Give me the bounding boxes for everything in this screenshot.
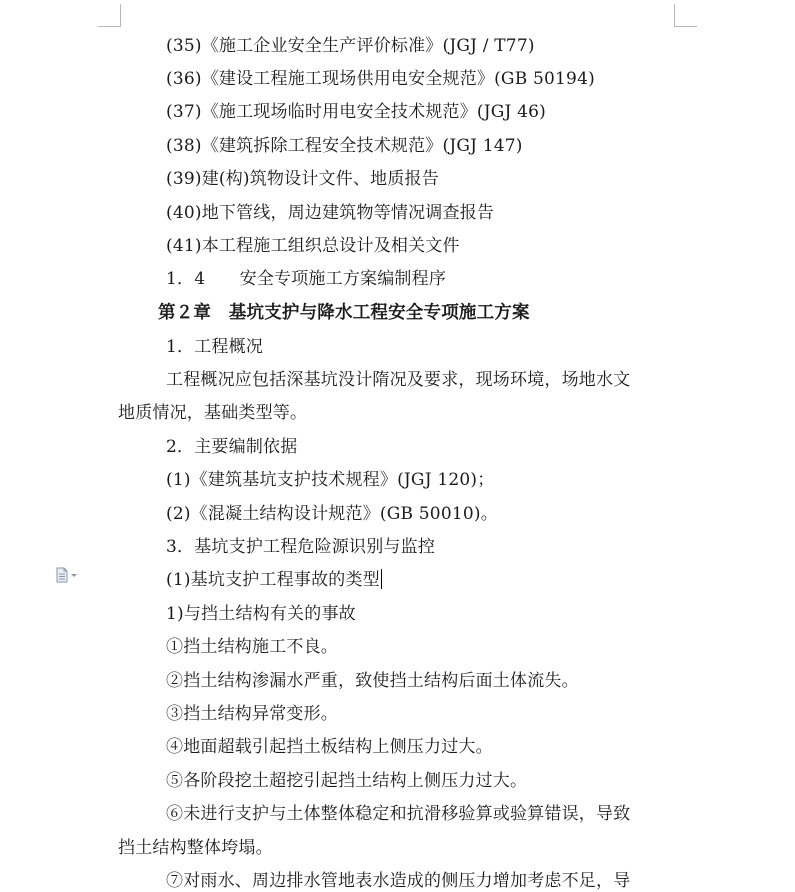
reference-item-35: (35)《施工企业安全生产评价标准》(JGJ / T77) — [166, 36, 535, 56]
accident-item-5: ⑤各阶段挖土超挖引起挡土结构上侧压力过大。 — [166, 771, 528, 791]
section-3-heading: 3．基坑支护工程危险源识别与监控 — [166, 537, 436, 557]
accident-item-4: ④地面超载引起挡土板结构上侧压力过大。 — [166, 737, 493, 757]
reference-item-38: (38)《建筑拆除工程安全技术规范》(JGJ 147) — [166, 136, 523, 156]
page-margin-corner-right — [674, 4, 697, 27]
section-1-heading: 1．工程概况 — [166, 337, 264, 357]
accident-item-6-line-1: ⑥未进行支护与土体整体稳定和抗滑移验算或验算错误，导致 — [166, 804, 631, 824]
overview-paragraph-line-2: 地质情况，基础类型等。 — [118, 403, 308, 423]
accident-item-2: ②挡土结构渗漏水严重，致使挡土结构后面土体流失。 — [166, 671, 579, 691]
section-2-heading: 2．主要编制依据 — [166, 437, 298, 457]
accident-item-7-line-1: ⑦对雨水、周边排水管地表水造成的侧压力增加考虑不足，导 — [166, 871, 631, 891]
accident-item-6-line-2: 挡土结构整体垮塌。 — [118, 838, 273, 858]
reference-item-37: (37)《施工现场临时用电安全技术规范》(JGJ 46) — [166, 102, 547, 122]
reference-item-39: (39)建(构)筑物设计文件、地质报告 — [166, 169, 439, 189]
reference-item-36: (36)《建设工程施工现场供用电安全规范》(GB 50194) — [166, 69, 595, 89]
basis-item-2: (2)《混凝土结构设计规范》(GB 50010)。 — [166, 504, 498, 524]
accident-item-1: ①挡土结构施工不良。 — [166, 637, 338, 657]
overview-paragraph-line-1: 工程概况应包括深基坑没计隋况及要求，现场环境，场地水文 — [166, 370, 631, 390]
accident-types-heading[interactable] — [166, 569, 382, 591]
accident-types-text: (1)基坑支护工程事故的类型 — [166, 570, 380, 590]
text-cursor — [381, 569, 383, 589]
reference-item-40: (40)地下管线，周边建筑物等情况调查报告 — [166, 203, 495, 223]
basis-item-1: (1)《建筑基坑支护技术规程》(JGJ 120)； — [166, 470, 495, 490]
reference-item-41: (41)本工程施工组织总设计及相关文件 — [166, 236, 460, 256]
accident-item-3: ③挡土结构异常变形。 — [166, 704, 338, 724]
document-paragraph-icon[interactable] — [54, 567, 80, 583]
page-margin-corner-left — [98, 4, 121, 27]
chapter-2-heading: 第２章 基坑支护与降水工程安全专项施工方案 — [158, 303, 530, 323]
section-heading-1-4: 1．4 安全专项施工方案编制程序 — [166, 269, 447, 289]
retaining-accidents-heading: 1)与挡土结构有关的事故 — [166, 604, 356, 624]
